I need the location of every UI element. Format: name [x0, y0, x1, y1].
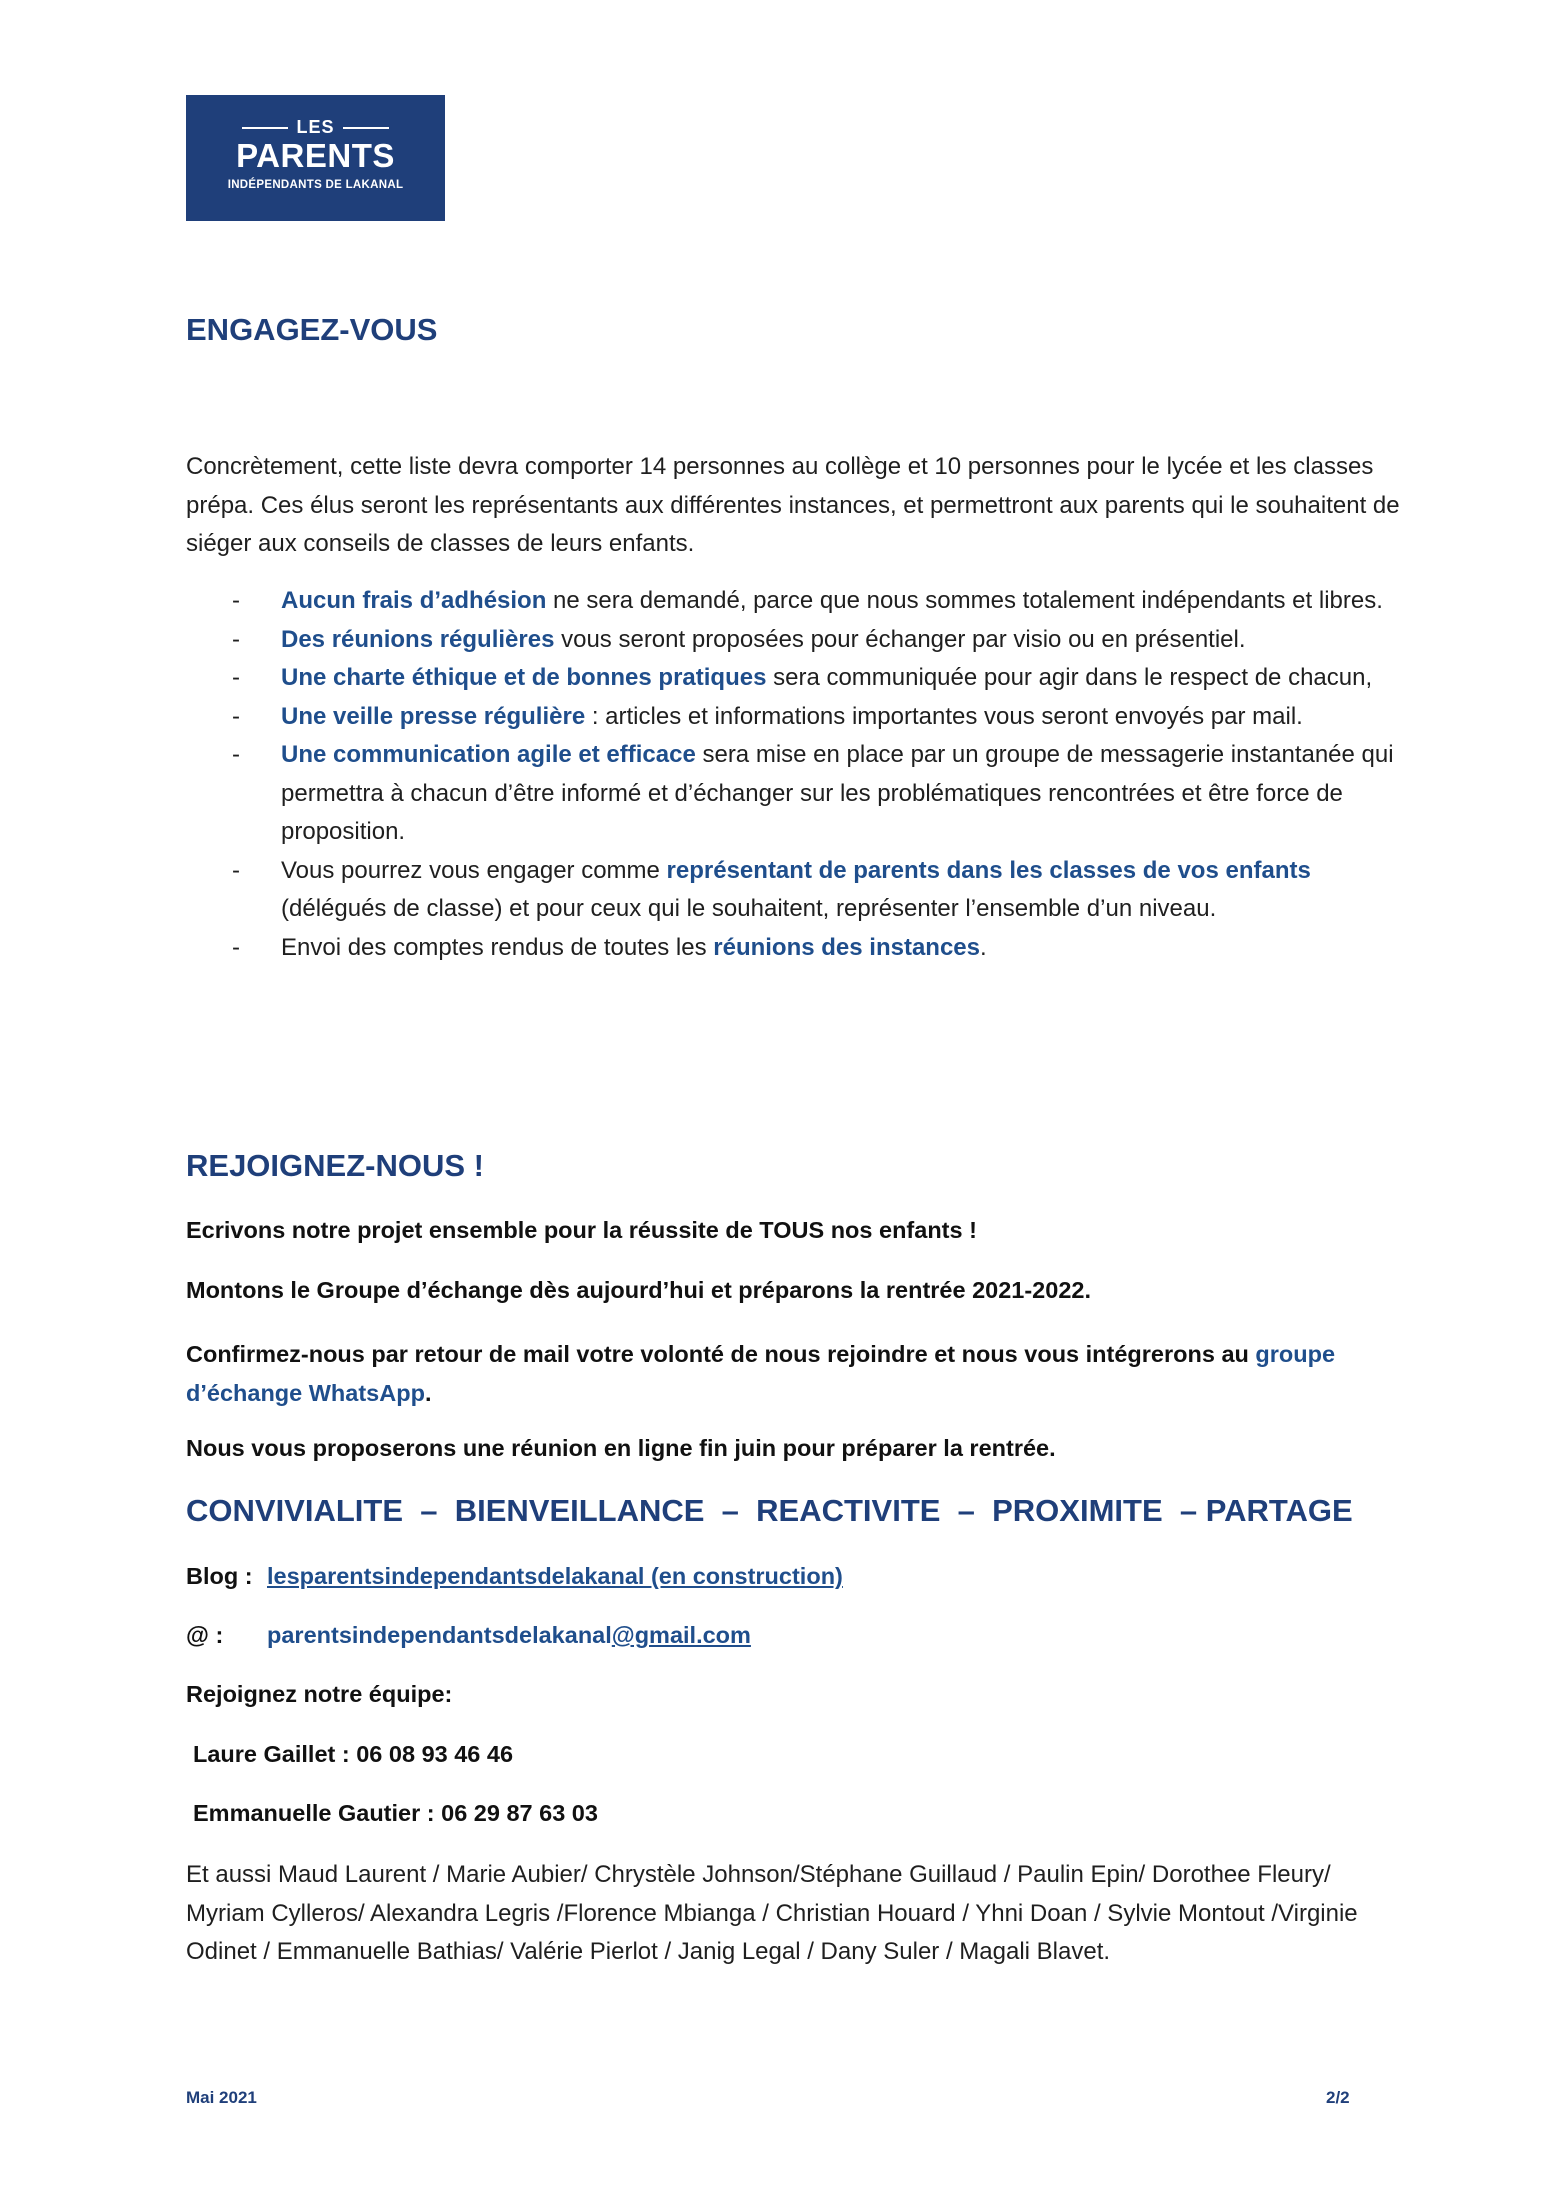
list-item-text: Envoi des comptes rendus de toutes les	[281, 933, 714, 961]
whatsapp-group-link[interactable]: groupe d’échange WhatsApp	[186, 1341, 1336, 1406]
confirm-paragraph	[186, 1335, 1386, 1412]
email-domain: @gmail.com	[611, 1622, 751, 1648]
engagement-list	[232, 582, 1412, 967]
list-item	[232, 852, 1412, 929]
team-label: Rejoignez notre équipe:	[186, 1681, 453, 1707]
list-item	[232, 929, 1412, 968]
logo-parents-text: PARENTS	[236, 137, 395, 174]
section-title-rejoignez: REJOIGNEZ-NOUS !	[186, 1148, 484, 1183]
les-parents-logo	[186, 95, 445, 221]
list-item-highlight: représentant de parents dans les classes de vos enfants	[666, 856, 1311, 884]
email-link[interactable]	[267, 1622, 751, 1649]
list-item-highlight: Une veille presse régulière	[281, 702, 586, 730]
list-item-highlight: Une communication agile et efficace	[281, 741, 696, 768]
project-line: Ecrivons notre projet ensemble pour la réussite de TOUS nos enfants !	[186, 1217, 977, 1243]
contact-laure: Laure Gaillet : 06 08 93 46 46	[193, 1741, 514, 1767]
list-item	[232, 659, 1412, 698]
list-item-text: vous seront proposées pour échanger par visio ou en présentiel.	[554, 625, 1246, 653]
values-slogan: CONVIVIALITE – BIENVEILLANCE – REACTIVITE – PROXIMITE – PARTAGE	[186, 1493, 1353, 1528]
list-item-highlight: Aucun frais d’adhésion	[281, 587, 547, 614]
list-item-text: ne sera demandé, parce que nous sommes totalement indépendants et libres.	[546, 587, 1383, 614]
list-item-highlight: réunions des instances	[713, 933, 981, 961]
contact-emmanuelle: Emmanuelle Gautier : 06 29 87 63 03	[193, 1800, 598, 1826]
list-item-text: : articles et informations importantes vous seront envoyés par mail.	[585, 702, 1303, 730]
confirm-end: .	[424, 1379, 432, 1406]
email-label: @ :	[186, 1622, 224, 1648]
blog-link[interactable]: lesparentsindependantsdelakanal (en construction)	[267, 1563, 843, 1589]
logo-subtitle-text: INDÉPENDANTS DE LAKANAL	[227, 179, 404, 191]
footer-page-number: 2/2	[1326, 2088, 1350, 2107]
meeting-line: Nous vous proposerons une réunion en ligne fin juin pour préparer la rentrée.	[186, 1435, 1056, 1461]
list-item-text: (délégués de classe) et pour ceux qui le souhaitent, représenter l’ensemble d’un niveau.	[281, 895, 1217, 922]
blog-label: Blog :	[186, 1563, 253, 1589]
list-item-text: Vous pourrez vous engager comme	[281, 856, 667, 884]
logo-les-text: LES	[186, 117, 445, 138]
list-item	[232, 621, 1412, 660]
list-item	[232, 736, 1412, 852]
intro-paragraph: Concrètement, cette liste devra comporter 14 personnes au collège et 10 personnes pour le lycée et les classes prépa. Ces élus seront les représentants aux différentes instances, et permettront aux parents qui le souhaitent de siéger aux conseils de classes de leurs enfants.	[186, 453, 1400, 557]
members-paragraph: Et aussi Maud Laurent / Marie Aubier/ Chrystèle Johnson/Stéphane Guillaud / Paulin Epin/ Dorothee Fleury/ Myriam Cylleros/ Alexandra Legris /Florence Mbianga / Christian Houard / Yhni Doan / Sylvie Montout /Virginie Odinet / Emmanuelle Bathias/ Valérie Pierlot / Janig Legal / Dany Suler / Magali Blavet.	[186, 1861, 1358, 1965]
email-user: parentsindependantsdelakanal	[267, 1622, 612, 1648]
group-line: Montons le Groupe d’échange dès aujourd’hui et préparons la rentrée 2021-2022.	[186, 1277, 1091, 1303]
list-item-highlight: Des réunions régulières	[281, 625, 555, 653]
footer-date: Mai 2021	[186, 2088, 257, 2107]
list-item-text: sera communiquée pour agir dans le respect de chacun,	[766, 664, 1373, 691]
list-item-highlight: Une charte éthique et de bonnes pratiques	[281, 664, 767, 691]
list-item	[232, 582, 1412, 621]
confirm-text: Confirmez-nous par retour de mail votre volonté de nous rejoindre et nous vous intégrerons au	[186, 1341, 1256, 1367]
list-item-text: .	[980, 933, 987, 961]
section-title-engagez: ENGAGEZ-VOUS	[186, 312, 438, 347]
list-item-text: sera mise en place par un groupe de messagerie instantanée qui permettra à chacun d’être informé et d’échanger sur les problématiques rencontrées et être force de proposition.	[281, 741, 1394, 845]
list-item	[232, 698, 1412, 737]
